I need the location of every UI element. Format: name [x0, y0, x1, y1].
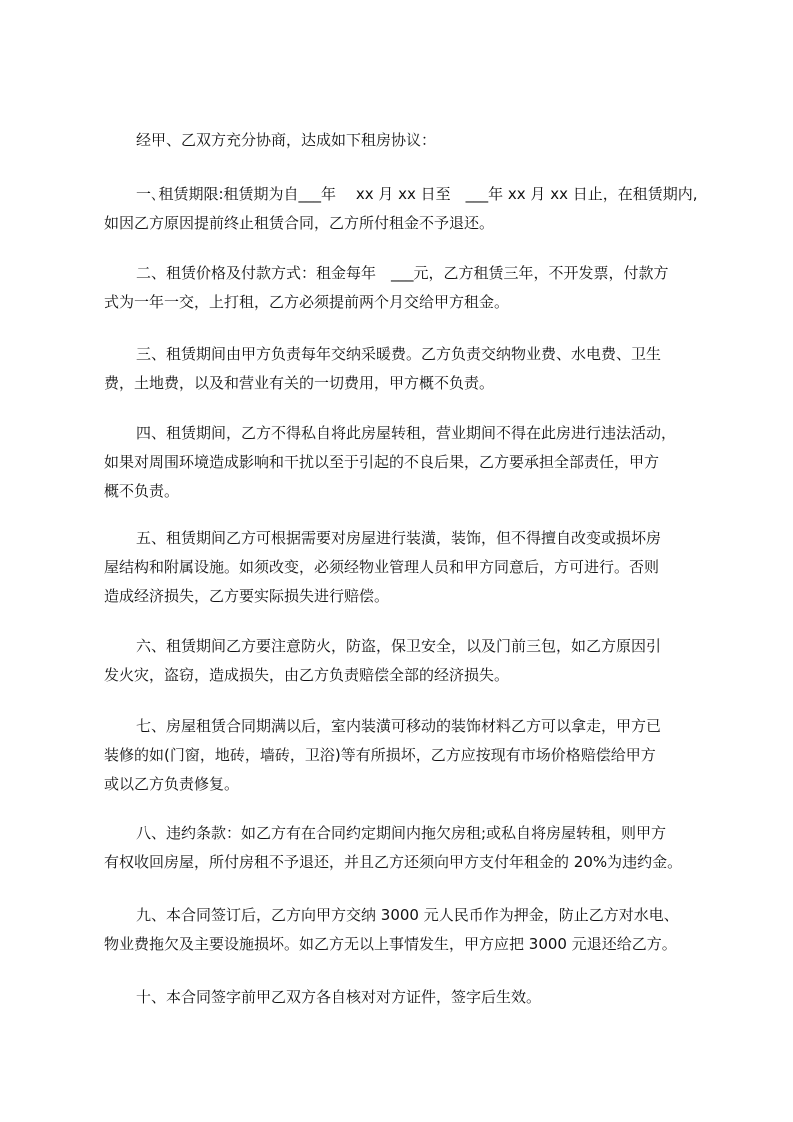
clause-9 — [104, 901, 704, 959]
clause-2 — [104, 259, 704, 317]
clause-2-line-1: 二、租赁价格及付款方式：租金每年 ___元，乙方租赁三年，不开发票，付款方 — [136, 264, 669, 282]
clause-1-line-1: 一､租赁期限:租赁期为自___年 xx 月 xx 日至 ___年 xx 月 xx 日止，在租赁期内, — [136, 185, 698, 203]
clause-7-line-3: 或以乙方负责修复。 — [104, 775, 240, 793]
clause-3 — [104, 340, 704, 398]
clause-5 — [104, 524, 704, 611]
clause-7-line-2: 装修的如(门窗，地砖，墙砖，卫浴)等有所损坏，乙方应按现有市场价格赔偿给甲方 — [104, 746, 656, 764]
clause-7-line-1: 七、房屋租赁合同期满以后，室内装潢可移动的装饰材料乙方可以拿走，甲方已 — [136, 717, 662, 735]
clause-9-line-2: 物业费拖欠及主要设施损坏。如乙方无以上事情发生，甲方应把 3000 元退还给乙方。 — [104, 935, 677, 953]
clause-1-line-2: 如因乙方原因提前终止租赁合同，乙方所付租金不予退还。 — [104, 214, 495, 232]
clause-5-line-1: 五、租赁期间乙方可根据需要对房屋进行装潢，装饰，但不得擅自改变或损坏房 — [136, 529, 662, 547]
clause-6 — [104, 632, 704, 690]
clause-1 — [104, 180, 704, 238]
clause-4-line-2: 如果对周围环境造成影响和干扰以至于引起的不良后果，乙方要承担全部责任，甲方 — [104, 453, 660, 471]
clause-8-line-1: 八、违约条款：如乙方有在合同约定期间内拖欠房租;或私自将房屋转租，则甲方 — [136, 824, 667, 842]
clause-6-line-1: 六、租赁期间乙方要注意防火，防盗，保卫安全，以及门前三包，如乙方原因引 — [136, 637, 662, 655]
intro-line: 经甲、乙双方充分协商，达成如下租房协议： — [136, 131, 437, 149]
clause-10 — [104, 983, 704, 1012]
clause-7 — [104, 712, 704, 799]
clause-8 — [104, 819, 704, 877]
clause-5-line-3: 造成经济损失，乙方要实际损失进行赔偿。 — [104, 587, 390, 605]
clause-4 — [104, 419, 704, 506]
clause-5-line-2: 屋结构和附属设施。如须改变，必须经物业管理人员和甲方同意后，方可进行。否则 — [104, 558, 660, 576]
clause-4-line-3: 概不负责。 — [104, 482, 180, 500]
clause-6-line-2: 发火灾，盗窃，造成损失，由乙方负责赔偿全部的经济损失。 — [104, 666, 510, 684]
clause-8-line-2: 有权收回房屋，所付房租不予退还，并且乙方还须向甲方支付年租金的 20%为违约金。 — [104, 853, 683, 871]
clause-10-line-1: 十、本合同签字前甲乙双方各自核对对方证件，签字后生效。 — [136, 988, 542, 1006]
clause-3-line-2: 费，土地费，以及和营业有关的一切费用，甲方概不负责。 — [104, 374, 495, 392]
clause-9-line-1: 九、本合同签订后，乙方向甲方交纳 3000 元人民币作为押金，防止乙方对水电、 — [136, 906, 679, 924]
clause-2-line-2: 式为一年一交，上打租，乙方必须提前两个月交给甲方租金。 — [104, 293, 510, 311]
clause-3-line-1: 三、租赁期间由甲方负责每年交纳采暖费。乙方负责交纳物业费、水电费、卫生 — [136, 345, 662, 363]
intro-paragraph — [104, 126, 704, 155]
clause-4-line-1: 四、租赁期间，乙方不得私自将此房屋转租，营业期间不得在此房进行违法活动， — [136, 424, 677, 442]
